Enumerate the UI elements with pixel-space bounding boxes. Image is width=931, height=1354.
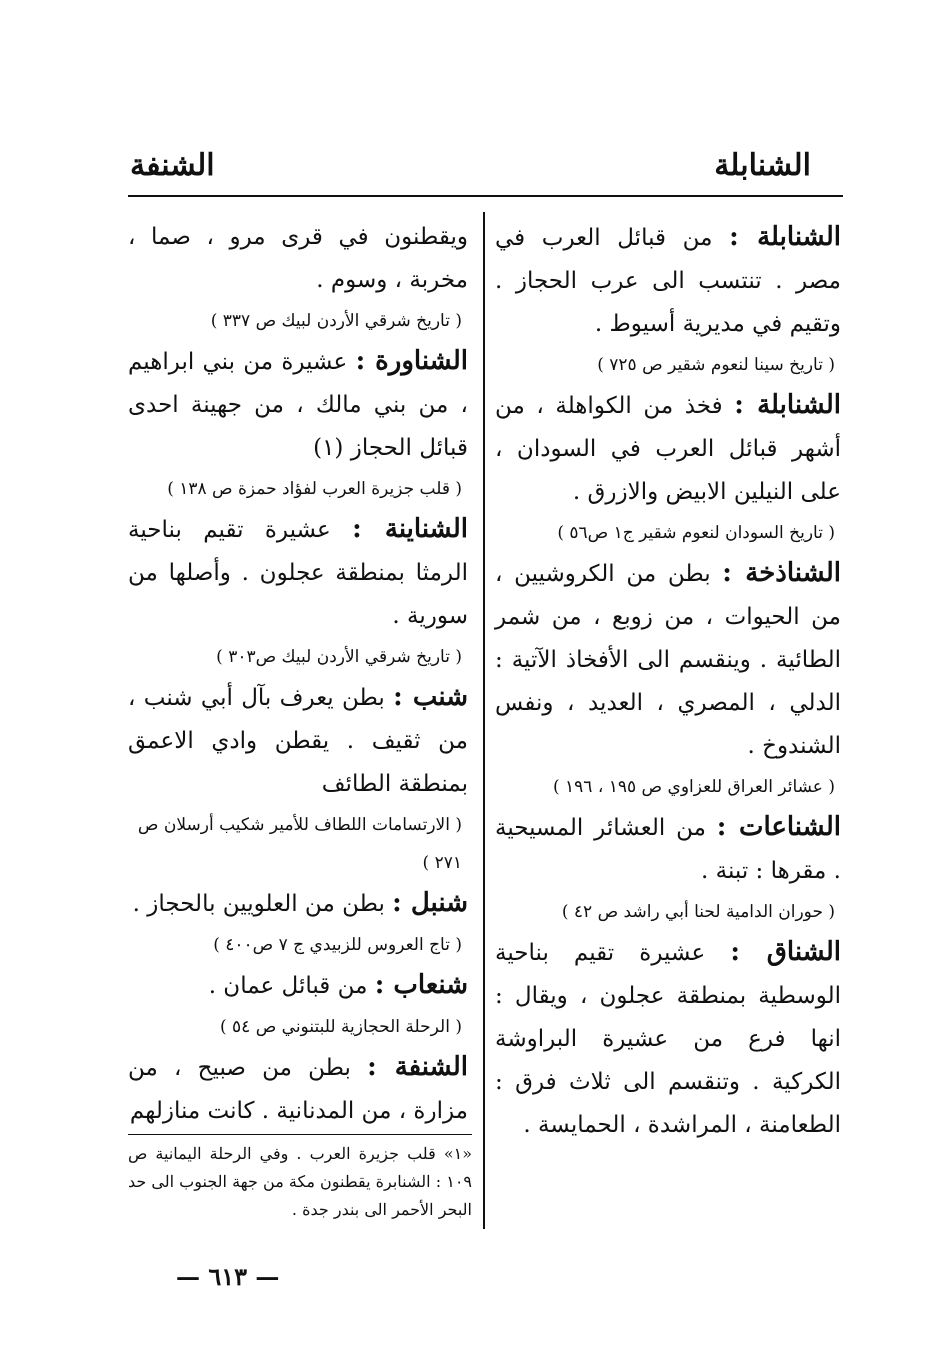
entry-reference: ( حوران الدامية لحنا أبي راشد ص ٤٢ ): [561, 902, 835, 922]
left-column: [128, 216, 468, 1133]
entry-term: الشناق :: [730, 937, 842, 967]
entry-text: ويقطنون في قرى مرو ، صما ، مخربة ، وسوم .: [128, 224, 468, 293]
entry-reference: ( تاريخ السودان لنعوم شقير ج١ ص٥٦ ): [557, 523, 835, 543]
entry-reference: ( تاريخ سينا لنعوم شقير ص ٧٢٥ ): [597, 355, 835, 375]
entry: [495, 216, 841, 384]
entry-reference: ( قلب جزيرة العرب لفؤاد حمزة ص ١٣٨ ): [167, 479, 462, 499]
entry-term: الشناورة :: [355, 346, 468, 376]
right-column: [495, 216, 841, 1147]
entry-term: شنب :: [393, 682, 468, 712]
entry-reference: ( الارتسامات اللطاف للأمير شكيب أرسلان ص ٢٧١ ): [137, 815, 462, 873]
entry-term: الشناعات :: [716, 812, 841, 842]
entry-text: من قبائل العرب في مصر . تنتسب الى عرب الحجاز . وتقيم في مديرية أسيوط .: [495, 225, 841, 337]
entry-reference: ( تاريخ شرقي الأردن لبيك ص٣٠٣ ): [216, 647, 462, 667]
entry-term: الشنابلة :: [734, 390, 842, 420]
entry-term: الشنابلة :: [729, 222, 842, 252]
entry-term: الشناذخة :: [722, 558, 841, 588]
header-left-title: الشنفة: [130, 148, 215, 183]
entry-reference: ( الرحلة الحجازية للبتنوني ص ٥٤ ): [219, 1017, 462, 1037]
entry: [128, 1046, 468, 1133]
entry-term: الشنفة :: [367, 1052, 468, 1082]
entry-text: عشيرة تقيم بناحية الرمثا بمنطقة عجلون . وأصلها من سورية .: [128, 517, 468, 629]
entry-reference: ( تاج العروس للزبيدي ج ٧ ص٤٠٠ ): [213, 935, 462, 955]
entry-text: بطن من صبيح ، من مزارة ، من المدنانية . كانت منازلهم: [128, 1055, 468, 1124]
entry-text: من العشائر المسيحية . مقرها : تبنة .: [495, 815, 841, 884]
entry-term: الشناينة :: [352, 514, 469, 544]
entry: [128, 676, 468, 882]
entry-term: شنعاب :: [374, 970, 468, 1000]
entry: [128, 964, 468, 1046]
entry-text: عشيرة من بني ابراهيم ، من بني مالك ، من جهينة احدى قبائل الحجاز (١): [128, 349, 468, 461]
entry: [495, 384, 841, 552]
entry: [495, 806, 841, 931]
entry: [495, 552, 841, 806]
entry: [128, 508, 468, 676]
entry: [128, 340, 468, 508]
entry: [128, 882, 468, 964]
footnote: «١» قلب جزيرة العرب . وفي الرحلة اليمانية ص ١٠٩ : الشنابرة يقطنون مكة من جهة الجنوب الى حد البحر الأحمر الى بندر جدة .: [128, 1144, 472, 1219]
entry: [495, 931, 841, 1147]
header-right-title: الشنابلة: [714, 148, 811, 183]
entry-reference: ( عشائر العراق للعزاوي ص ١٩٥ ، ١٩٦ ): [553, 777, 835, 797]
entry-reference: ( تاريخ شرقي الأردن لبيك ص ٣٣٧ ): [210, 311, 462, 331]
entry-text: بطن من العلويين بالحجاز .: [132, 891, 385, 917]
footnote-divider: [128, 1134, 472, 1135]
entry-text: فخذ من الكواهلة ، من أشهر قبائل العرب في السودان ، على النيلين الابيض والازرق .: [495, 393, 841, 505]
entry-term: شنبل :: [392, 888, 468, 918]
header-divider: [128, 195, 843, 197]
entry-text: بطن من الكروشيين ، من الحيوات ، من زوبع ، من شمر الطائية . وينقسم الى الأفخاذ الآتية : الدلي ، المصري ، العديد ، ونفس الشندوخ .: [495, 561, 841, 759]
entry-text: عشيرة تقيم بناحية الوسطية بمنطقة عجلون ، ويقال : انها فرع من عشيرة البراوشة الكركية . وتنقسم الى ثلاث فرق : الطعامنة ، المراشدة ، الحمايسة .: [495, 940, 841, 1138]
entry-text: من قبائل عمان .: [208, 973, 368, 999]
page-number: — ٦١٣ —: [176, 1262, 280, 1291]
column-divider: [483, 212, 485, 1229]
entry: [128, 216, 468, 340]
entry-text: بطن يعرف بآل أبي شنب ، من ثقيف . يقطن وادي الاعمق بمنطقة الطائف: [128, 685, 468, 797]
running-header: [130, 148, 811, 188]
